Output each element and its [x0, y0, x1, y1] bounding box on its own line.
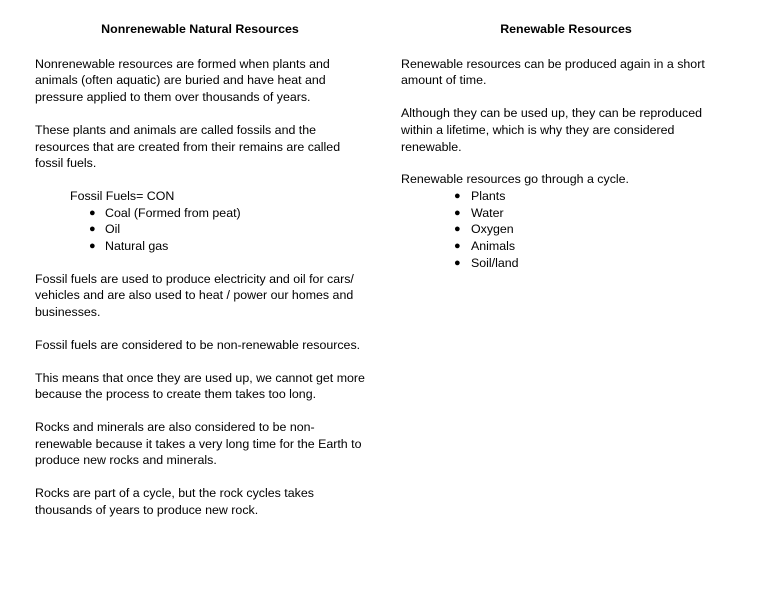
renewable-heading: Renewable Resources — [500, 22, 632, 36]
renewable-paragraph-definition: Renewable resources can be produced again in a short amount of time. — [401, 56, 705, 88]
bullet-icon: ● — [454, 189, 461, 202]
bullet-icon: ● — [454, 240, 461, 253]
list-item: ● Water — [454, 205, 504, 220]
bullet-icon: ● — [89, 223, 96, 236]
renewable-paragraph-cycle: Renewable resources go through a cycle. — [401, 172, 629, 187]
bullet-icon: ● — [89, 240, 96, 253]
fossil-fuels-intro: Fossil Fuels= CON — [70, 188, 175, 203]
renewable-paragraph-lifetime: Although they can be used up, they can be reproduced within a lifetime, which is why they are considered renewable. — [401, 106, 703, 154]
nonrenewable-paragraph-rocks: Rocks and minerals are also considered to be non-renewable because it takes a very long time for the Earth to produce new rocks and minerals. — [35, 419, 362, 468]
bullet-icon: ● — [454, 223, 461, 236]
nonrenewable-column — [35, 21, 370, 518]
fossil-fuels-list — [35, 205, 370, 255]
list-item: ● Soil/land — [454, 255, 519, 270]
list-item: ● Animals — [454, 239, 516, 254]
nonrenewable-paragraph-meaning: This means that once they are used up, we cannot get more because the process to create them takes too long. — [35, 370, 365, 402]
bullet-icon: ● — [89, 206, 96, 219]
nonrenewable-paragraph-fossils: These plants and animals are called fossils and the resources that are created from their remains are called fossil fuels. — [35, 122, 341, 171]
nonrenewable-paragraph-rock-cycle: Rocks are part of a cycle, but the rock cycles takes thousands of years to produce new rock. — [35, 486, 314, 517]
renewable-column — [401, 21, 731, 271]
list-item: ● Coal (Formed from peat) — [89, 205, 241, 220]
bullet-icon: ● — [454, 256, 461, 269]
nonrenewable-heading: Nonrenewable Natural Resources — [101, 22, 299, 36]
renewable-cycle-list — [401, 188, 731, 272]
nonrenewable-paragraph-formation: Nonrenewable resources are formed when plants and animals (often aquatic) are buried and have heat and pressure applied to them over thousands of years. — [35, 56, 330, 105]
nonrenewable-paragraph-uses: Fossil fuels are used to produce electricity and oil for cars/ vehicles and are also used to heat / power our homes and businesses. — [35, 271, 354, 320]
list-item: ● Plants — [454, 188, 506, 203]
list-item: ● Oil — [89, 222, 121, 237]
list-item: ● Natural gas — [89, 239, 169, 254]
list-item: ● Oxygen — [454, 222, 514, 237]
bullet-icon: ● — [454, 206, 461, 219]
nonrenewable-paragraph-classification: Fossil fuels are considered to be non-renewable resources. — [35, 337, 361, 352]
